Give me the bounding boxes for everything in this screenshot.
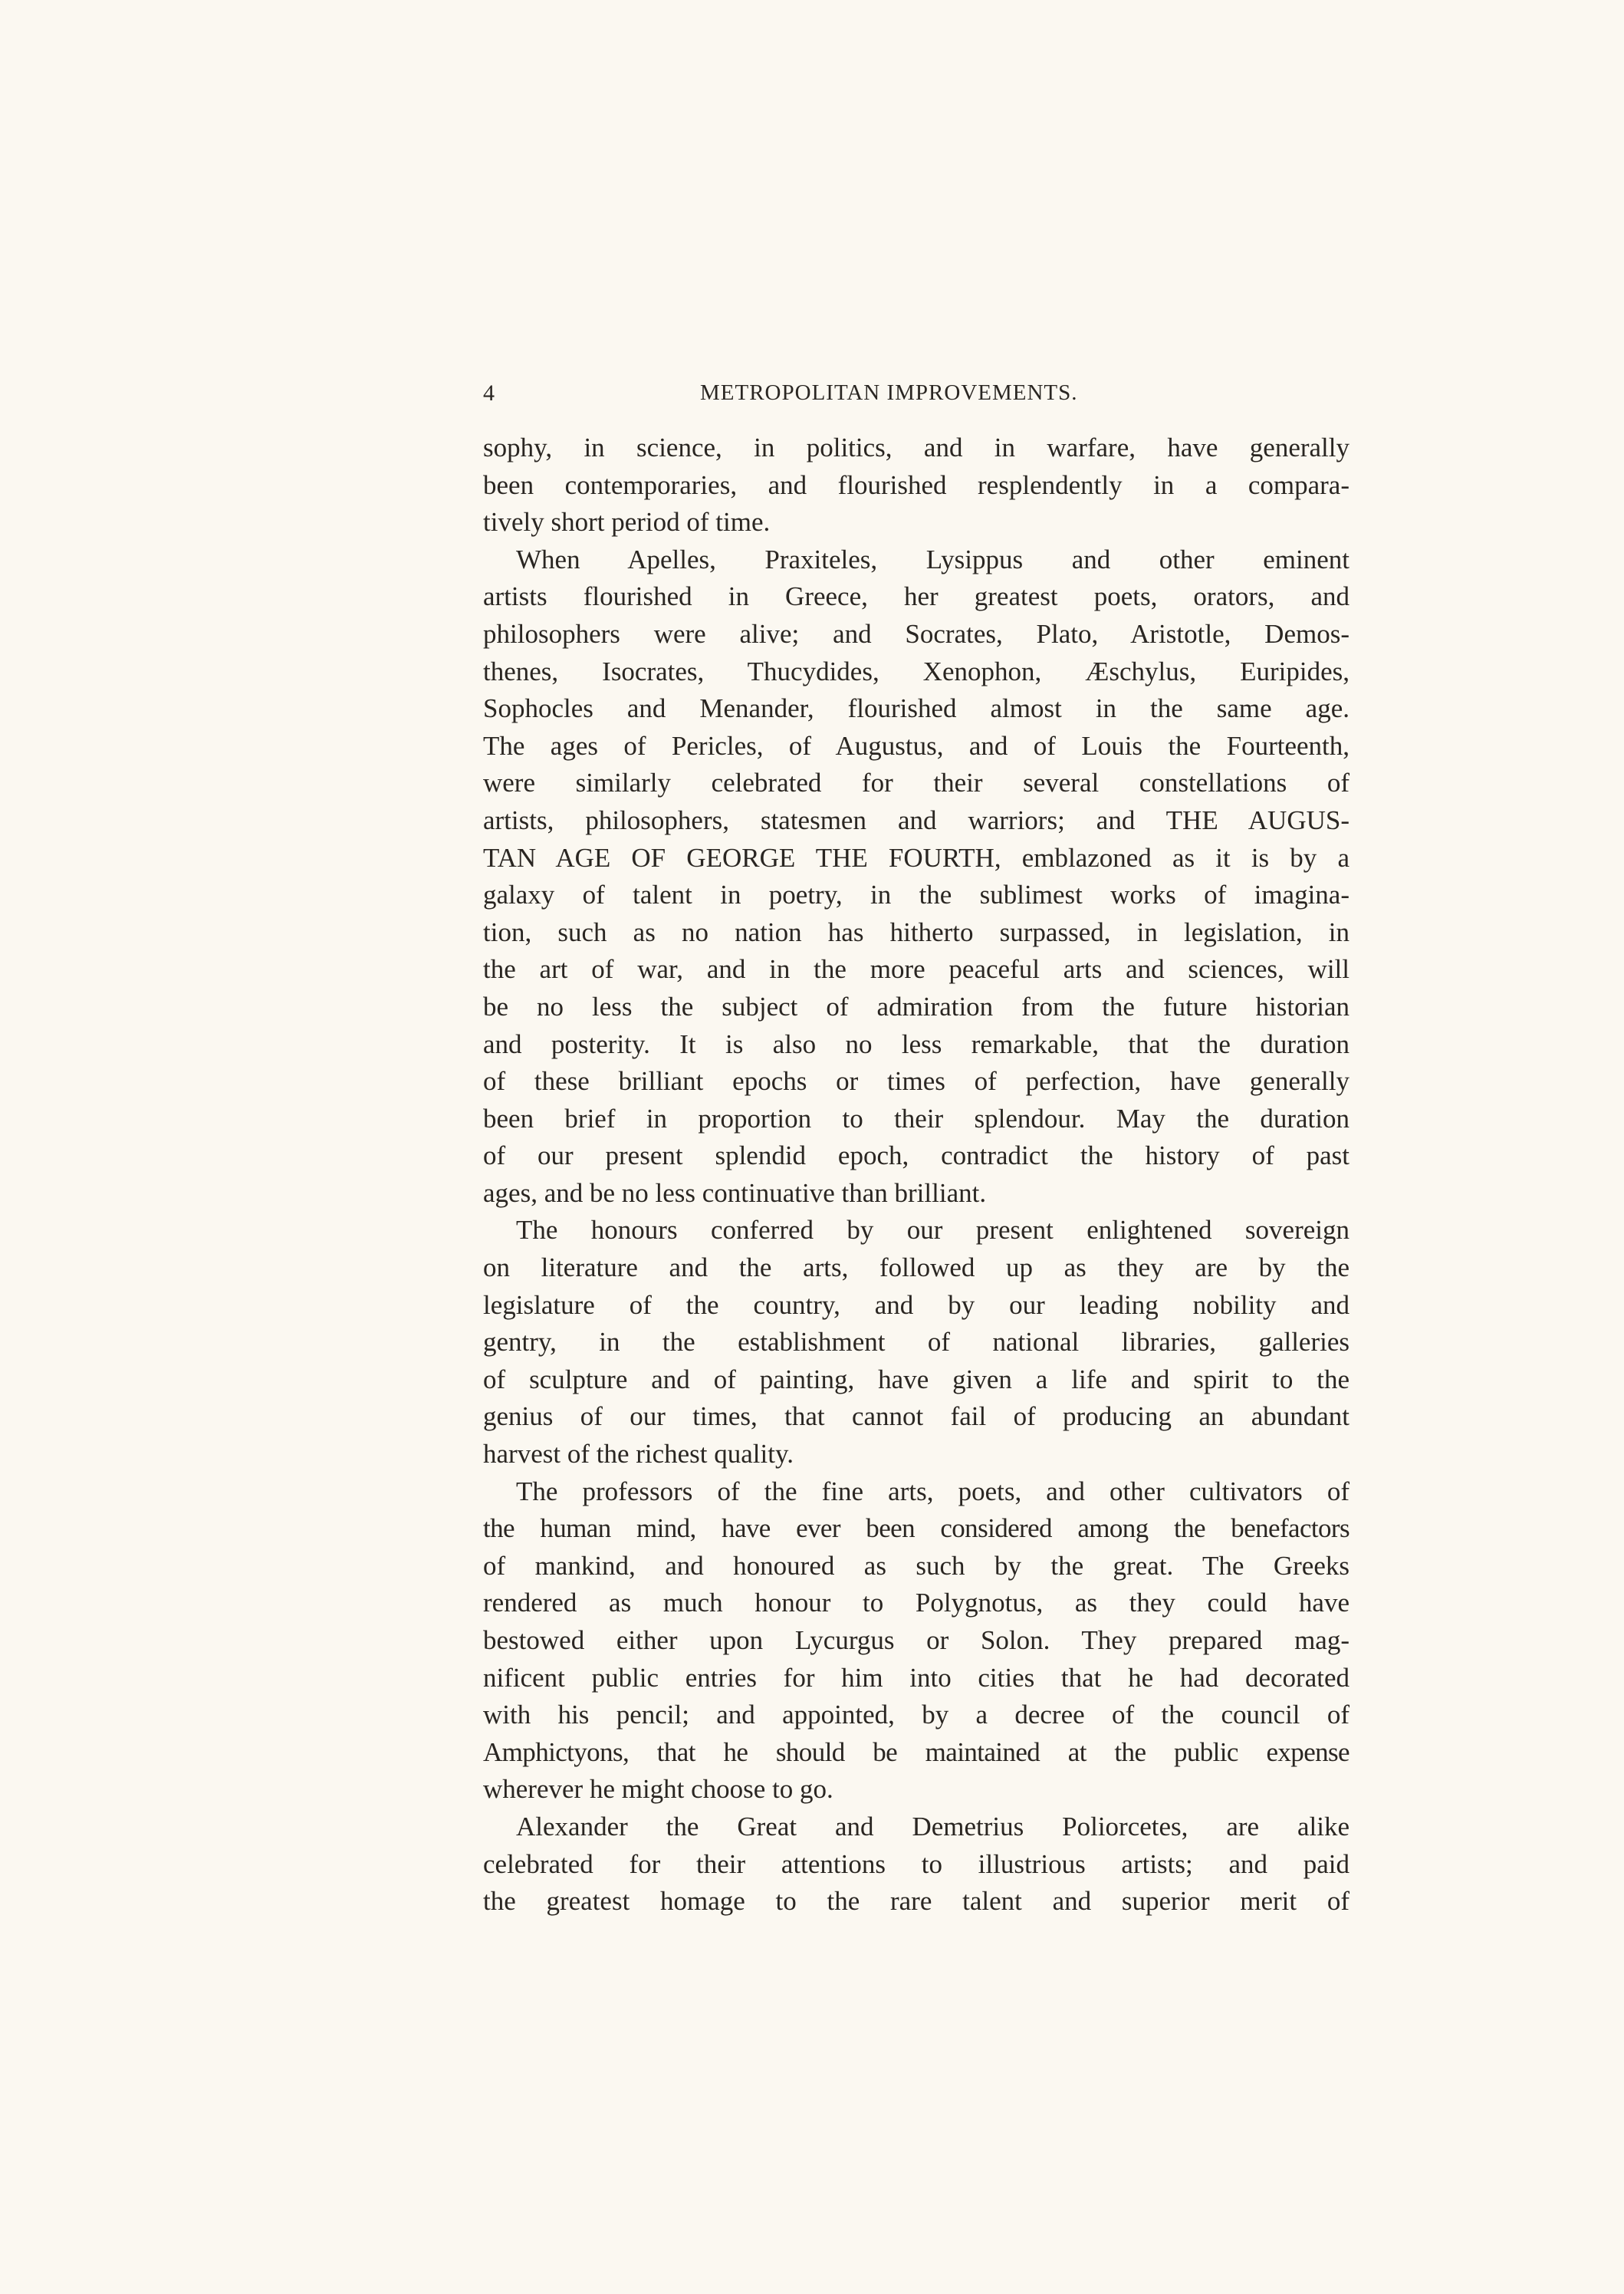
text-line: sophy, in science, in politics, and in warfare, have generally: [483, 433, 1349, 462]
body-text: [483, 430, 1349, 1920]
text-line: legislature of the country, and by our leading nobility and: [483, 1289, 1349, 1320]
running-title: METROPOLITAN IMPROVEMENTS.: [700, 380, 1078, 405]
text-line: The honours conferred by our present enlightened sovereign: [516, 1215, 1349, 1246]
text-line: been contemporaries, and flourished resplendently in a compara-: [483, 469, 1349, 500]
text-line: artists, philosophers, statesmen and warriors; and THE AUGUS-: [483, 805, 1349, 835]
text-line: Amphictyons, that he should be maintained at the public expense: [483, 1736, 1349, 1767]
text-line: genius of our times, that cannot fail of producing an abundant: [483, 1401, 1349, 1432]
text-line: galaxy of talent in poetry, in the sublimest works of imagina-: [483, 880, 1349, 910]
text-line: TAN AGE OF GEORGE THE FOURTH, emblazoned as it is by a: [483, 842, 1349, 873]
text-line: wherever he might choose to go.: [483, 1774, 833, 1805]
text-line: of these brilliant epochs or times of perfection, have generally: [483, 1066, 1349, 1097]
text-line: harvest of the richest quality.: [483, 1439, 794, 1470]
text-line: Alexander the Great and Demetrius Poliorcetes, are alike: [516, 1811, 1349, 1841]
text-line: of mankind, and honoured as such by the great. The Greeks: [483, 1550, 1349, 1581]
text-line: rendered as much honour to Polygnotus, as they could have: [483, 1588, 1349, 1618]
text-line: ages, and be no less continuative than brilliant.: [483, 1177, 987, 1208]
text-line: tively short period of time.: [483, 507, 771, 538]
running-head: [483, 380, 1349, 411]
text-line: the human mind, have ever been considered among the benefactors: [483, 1513, 1349, 1544]
text-line: gentry, in the establishment of national libraries, galleries: [483, 1327, 1349, 1358]
text-line: Sophocles and Menander, flourished almost in the same age.: [483, 693, 1349, 724]
text-line: of our present splendid epoch, contradict the history of past: [483, 1140, 1349, 1171]
text-line: were similarly celebrated for their several constellations of: [483, 768, 1349, 798]
text-line: bestowed either upon Lycurgus or Solon. They prepared mag-: [483, 1625, 1349, 1655]
text-line: thenes, Isocrates, Thucydides, Xenophon, Æschylus, Euripides,: [483, 656, 1349, 686]
page-number: 4: [483, 380, 495, 406]
text-line: philosophers were alive; and Socrates, Plato, Aristotle, Demos-: [483, 618, 1349, 649]
text-line: and posterity. It is also no less remarkable, that the duration: [483, 1029, 1349, 1059]
text-line: on literature and the arts, followed up as they are by the: [483, 1252, 1349, 1283]
text-line: of sculpture and of painting, have given a life and spirit to the: [483, 1364, 1349, 1394]
text-line: The ages of Pericles, of Augustus, and of Louis the Fourteenth,: [483, 730, 1349, 761]
text-line: be no less the subject of admiration from the future historian: [483, 991, 1349, 1022]
text-line: with his pencil; and appointed, by a decree of the council of: [483, 1700, 1349, 1730]
text-line: artists flourished in Greece, her greatest poets, orators, and: [483, 581, 1349, 612]
text-line: When Apelles, Praxiteles, Lysippus and other eminent: [516, 544, 1349, 574]
text-line: the greatest homage to the rare talent and superior merit of: [483, 1886, 1349, 1917]
text-line: the art of war, and in the more peaceful arts and sciences, will: [483, 954, 1349, 985]
text-line: nificent public entries for him into cities that he had decorated: [483, 1662, 1349, 1693]
text-line: been brief in proportion to their splendour. May the duration: [483, 1103, 1349, 1134]
text-line: The professors of the fine arts, poets, and other cultivators of: [516, 1476, 1349, 1506]
text-line: celebrated for their attentions to illustrious artists; and paid: [483, 1848, 1349, 1879]
text-line: tion, such as no nation has hitherto surpassed, in legislation, in: [483, 917, 1349, 947]
